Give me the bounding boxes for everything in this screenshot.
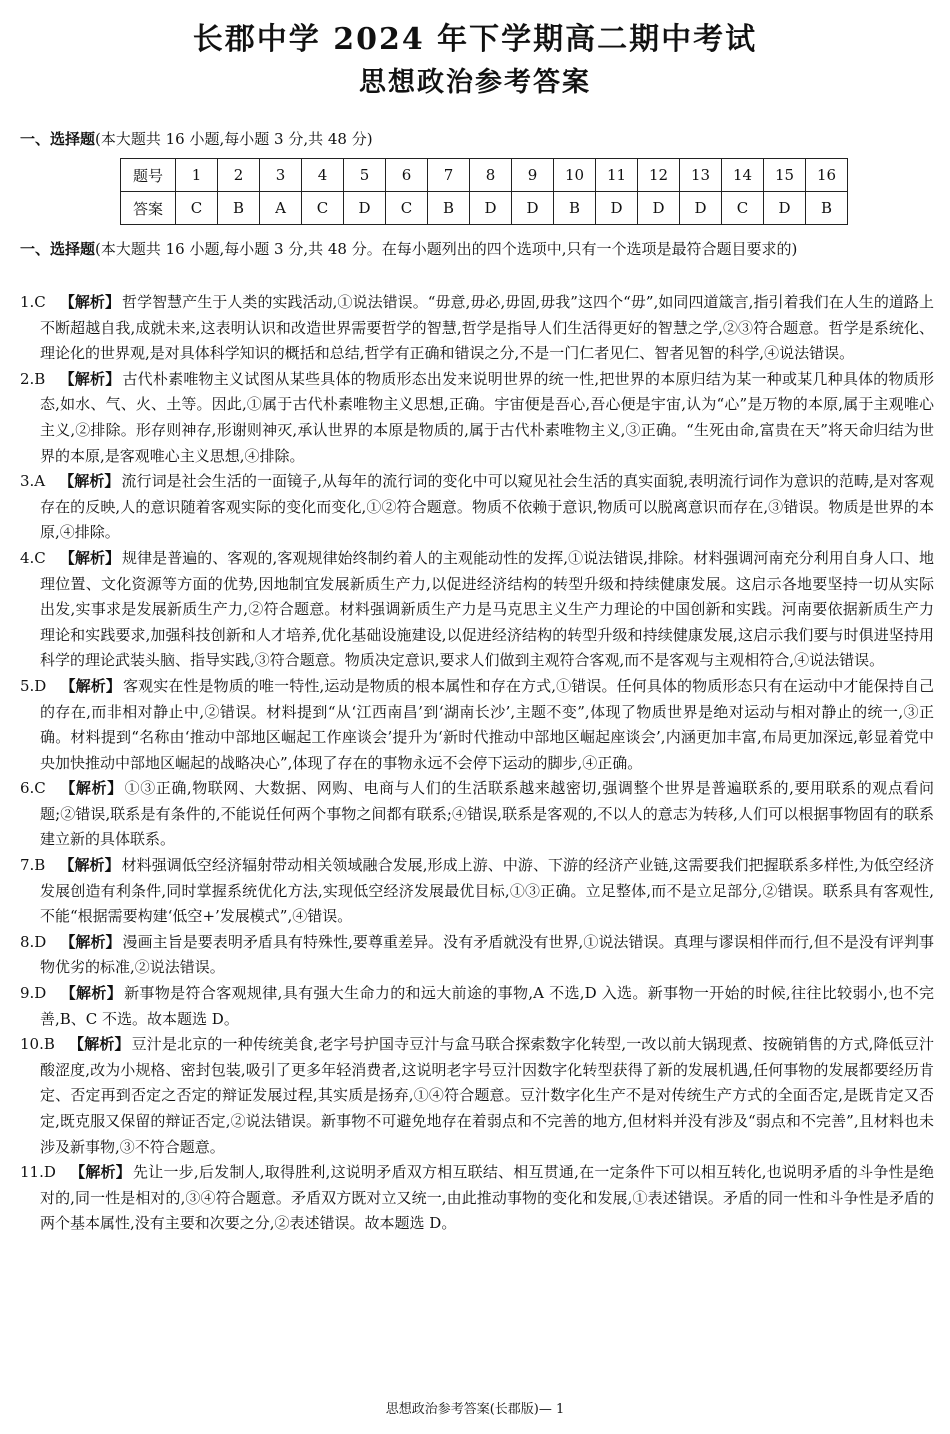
item-number: 1.C [20, 293, 46, 311]
table-cell-answer: B [428, 192, 470, 225]
section-heading-2 [20, 236, 932, 263]
section-label: 一、选择题 [20, 240, 96, 258]
section-label: 一、选择题 [20, 130, 96, 148]
item-text: ①③正确,物联网、大数据、网购、电商与人们的生活联系越来越密切,强调整个世界是普遍联系的,要用联系的观点看问题;②错误,联系是有条件的,不能说任何两个事物之间都有联系;④错误,联系是客观的,不以人的意志为转移,人们可以根据事物固有的联系建立新的具体联系。 [40, 779, 934, 849]
table-cell-number: 5 [344, 159, 386, 192]
analysis-tag: 【解析】 [59, 779, 123, 798]
item-number: 6.C [20, 779, 46, 798]
list-item [20, 1032, 934, 1160]
analysis-tag: 【解析】 [69, 1163, 131, 1182]
table-cell-answer: D [470, 192, 512, 225]
section-heading-1 [20, 128, 373, 149]
table-cell-answer: B [554, 192, 596, 225]
item-text: 先让一步,后发制人,取得胜利,这说明矛盾双方相互联结、相互贯通,在一定条件下可以相互转化,也说明矛盾的斗争性是绝对的,同一性是相对的,③④符合题意。矛盾双方既对立又统一,由此推动事物的变化和发展,①表述错误。矛盾的同一性和斗争性是矛盾的两个基本属性,没有主要和次要之分,②表述错误。故本题选 D。 [40, 1163, 934, 1233]
analysis-tag: 【解析】 [60, 984, 123, 1003]
item-number: 2.B [20, 369, 46, 388]
list-item [20, 1160, 934, 1237]
table-cell-answer: D [512, 192, 554, 225]
list-item [20, 367, 934, 469]
table-cell-number: 13 [680, 159, 722, 192]
item-number: 3.A [20, 472, 46, 491]
table-cell-number: 3 [260, 159, 302, 192]
analysis-tag: 【解析】 [59, 293, 121, 311]
item-text: 流行词是社会生活的一面镜子,从每年的流行词的变化中可以窥见社会生活的真实面貌,表明流行词作为意识的范畴,是对客观存在的反映,人的意识随着客观实际的变化而变化,①②符合题意。物质不依赖于意识,物质可以脱离意识而存在,③错误。物质是世界的本原,④排除。 [40, 472, 934, 542]
list-item [20, 290, 934, 367]
table-cell-answer: C [302, 192, 344, 225]
item-number: 11.D [20, 1163, 56, 1182]
table-cell-answer: C [176, 192, 218, 225]
table-row-numbers [121, 159, 848, 192]
analysis-tag: 【解析】 [60, 676, 121, 695]
table-cell-answer: D [344, 192, 386, 225]
table-cell-number: 12 [638, 159, 680, 192]
analysis-tag: 【解析】 [59, 472, 120, 491]
page-subtitle: 思想政治参考答案 [359, 67, 591, 98]
table-cell-number: 14 [722, 159, 764, 192]
item-text: 新事物是符合客观规律,具有强大生命力的和远大前途的事物,A 不选,D 入选。新事物一开始的时候,往往比较弱小,也不完善,B、C 不选。故本题选 D。 [40, 984, 934, 1028]
table-cell-number: 6 [386, 159, 428, 192]
analysis-tag: 【解析】 [59, 856, 120, 875]
list-item [20, 981, 934, 1032]
page-title: 长郡中学 2024 年下学期高二期中考试 [192, 22, 758, 57]
analysis-tag: 【解析】 [60, 932, 121, 951]
table-cell-number: 11 [596, 159, 638, 192]
answer-table [120, 158, 848, 225]
table-cell-number: 10 [554, 159, 596, 192]
table-cell-number: 2 [218, 159, 260, 192]
table-cell-answer: B [218, 192, 260, 225]
table-cell-number: 9 [512, 159, 554, 192]
table-header-cell: 答案 [121, 192, 176, 225]
table-cell-answer: D [764, 192, 806, 225]
item-text: 漫画主旨是要表明矛盾具有特殊性,要尊重差异。没有矛盾就没有世界,①说法错误。真理与谬误相伴而行,但不是没有评判事物优劣的标准,②说法错误。 [40, 932, 934, 977]
item-text: 哲学智慧产生于人类的实践活动,①说法错误。“毋意,毋必,毋固,毋我”这四个“毋”,如同四道箴言,指引着我们在人生的道路上不断超越自我,成就未来,这表明认识和改造世界需要哲学的智慧,哲学是指导人们生活得更好的智慧之学,②③符合题意。哲学是系统化、理论化的世界观,是对具体科学知识的概括和总结,哲学有正确和错误之分,不是一门仁者见仁、智者见智的科学,④说法错误。 [40, 293, 934, 363]
list-item [20, 674, 934, 776]
item-text: 客观实在性是物质的唯一特性,运动是物质的根本属性和存在方式,①错误。任何具体的物质形态只有在运动中才能保持自己的存在,而非相对静止中,②错误。材料提到“从‘江西南昌’到‘湖南长沙’,主题不变”,体现了物质世界是绝对运动与相对静止的统一,③正确。材料提到“名称由‘推动中部地区崛起工作座谈会’提升为‘新时代推动中部地区崛起座谈会’,内涵更加丰富,布局更加深远,彰显着党中央加快推动中部地区崛起的战略决心”,体现了存在的事物永远不会停下运动的脚步,④正确。 [40, 676, 934, 772]
table-cell-answer: D [638, 192, 680, 225]
item-text: 豆汁是北京的一种传统美食,老字号护国寺豆汁与盒马联合探索数字化转型,一改以前大锅现煮、按碗销售的方式,降低豆汁酸涩度,改为小规格、密封包装,吸引了更多年轻消费者,这说明老字号豆汁因数字化转型获得了新的发展机遇,任何事物的发展都要经历肯定、否定再到否定之否定的辩证发展过程,其实质是扬弃,①④符合题意。豆汁数字化生产不是对传统生产方式的全面否定,是既肯定又否定,既克服又保留的辩证否定,②说法错误。新事物不可避免地存在着弱点和不完善的地方,但材料并没有涉及“弱点和不完善”,且材料也未涉及新事物,③不符合题意。 [40, 1035, 934, 1156]
table-cell-number: 7 [428, 159, 470, 192]
explanation-list [20, 290, 934, 1237]
table-cell-number: 1 [176, 159, 218, 192]
list-item [20, 546, 934, 674]
table-cell-answer: B [806, 192, 848, 225]
item-text: 规律是普遍的、客观的,客观规律始终制约着人的主观能动性的发挥,①说法错误,排除。材料强调河南充分利用自身人口、地理位置、文化资源等方面的优势,因地制宜发展新质生产力,以促进经济结构的转型升级和持续健康发展。这启示各地要坚持一切从实际出发,实事求是发展新质生产力,②符合题意。材料强调新质生产力是马克思主义生产力理论的中国创新和实践。河南要依据新质生产力理论和实践要求,加强科技创新和人才培养,优化基础设施建设,以促进经济结构的转型升级和持续健康发展,这启示我们要与时俱进坚持用科学的理论武装头脑、指导实践,③符合题意。物质决定意识,要求人们做到主观符合客观,而不是客观与主观相符合,④说法错误。 [40, 548, 934, 670]
item-number: 8.D [20, 932, 47, 951]
analysis-tag: 【解析】 [68, 1035, 130, 1054]
list-item [20, 776, 934, 853]
item-number: 5.D [20, 676, 47, 695]
table-cell-answer: C [386, 192, 428, 225]
table-cell-answer: D [596, 192, 638, 225]
table-cell-number: 16 [806, 159, 848, 192]
table-row-answers [121, 192, 848, 225]
page-footer: 思想政治参考答案(长郡版)— 1 [385, 1402, 565, 1417]
item-number: 7.B [20, 856, 46, 875]
table-header-cell: 题号 [121, 159, 176, 192]
table-cell-answer: C [722, 192, 764, 225]
item-text: 古代朴素唯物主义试图从某些具体的物质形态出发来说明世界的统一性,把世界的本原归结为某一种或某几种具体的物质形态,如水、气、火、土等。因此,①属于古代朴素唯物主义思想,正确。宇宙便是吾心,吾心便是宇宙,认为“心”是万物的本原,属于主观唯心主义,②排除。形存则神存,形谢则神灭,承认世界的本原是物质的,属于古代朴素唯物主义,③正确。“生死由命,富贵在天”将天命归结为世界的本原,是客观唯心主义思想,④排除。 [40, 369, 934, 465]
table-cell-answer: D [680, 192, 722, 225]
item-number: 4.C [20, 548, 46, 567]
section-note: (本大题共 16 小题,每小题 3 分,共 48 分) [95, 130, 373, 148]
analysis-tag: 【解析】 [59, 369, 121, 388]
section-note: (本大题共 16 小题,每小题 3 分,共 48 分。在每小题列出的四个选项中,只有一个选项是最符合题目要求的) [95, 240, 798, 258]
item-text: 材料强调低空经济辐射带动相关领域融合发展,形成上游、中游、下游的经济产业链,这需要我们把握联系多样性,为低空经济发展创造有利条件,同时掌握系统优化方法,实现低空经济发展最优目标,①③正确。立足整体,而不是立足部分,②错误。联系具有客观性,不能“根据需要构建‘低空+’发展模式”,④错误。 [40, 856, 934, 926]
table-cell-answer: A [260, 192, 302, 225]
list-item [20, 930, 934, 981]
item-number: 10.B [20, 1035, 55, 1054]
list-item [20, 469, 934, 546]
table-cell-number: 4 [302, 159, 344, 192]
table-cell-number: 15 [764, 159, 806, 192]
analysis-tag: 【解析】 [59, 548, 121, 567]
item-number: 9.D [20, 984, 47, 1003]
table-cell-number: 8 [470, 159, 512, 192]
list-item [20, 853, 934, 930]
